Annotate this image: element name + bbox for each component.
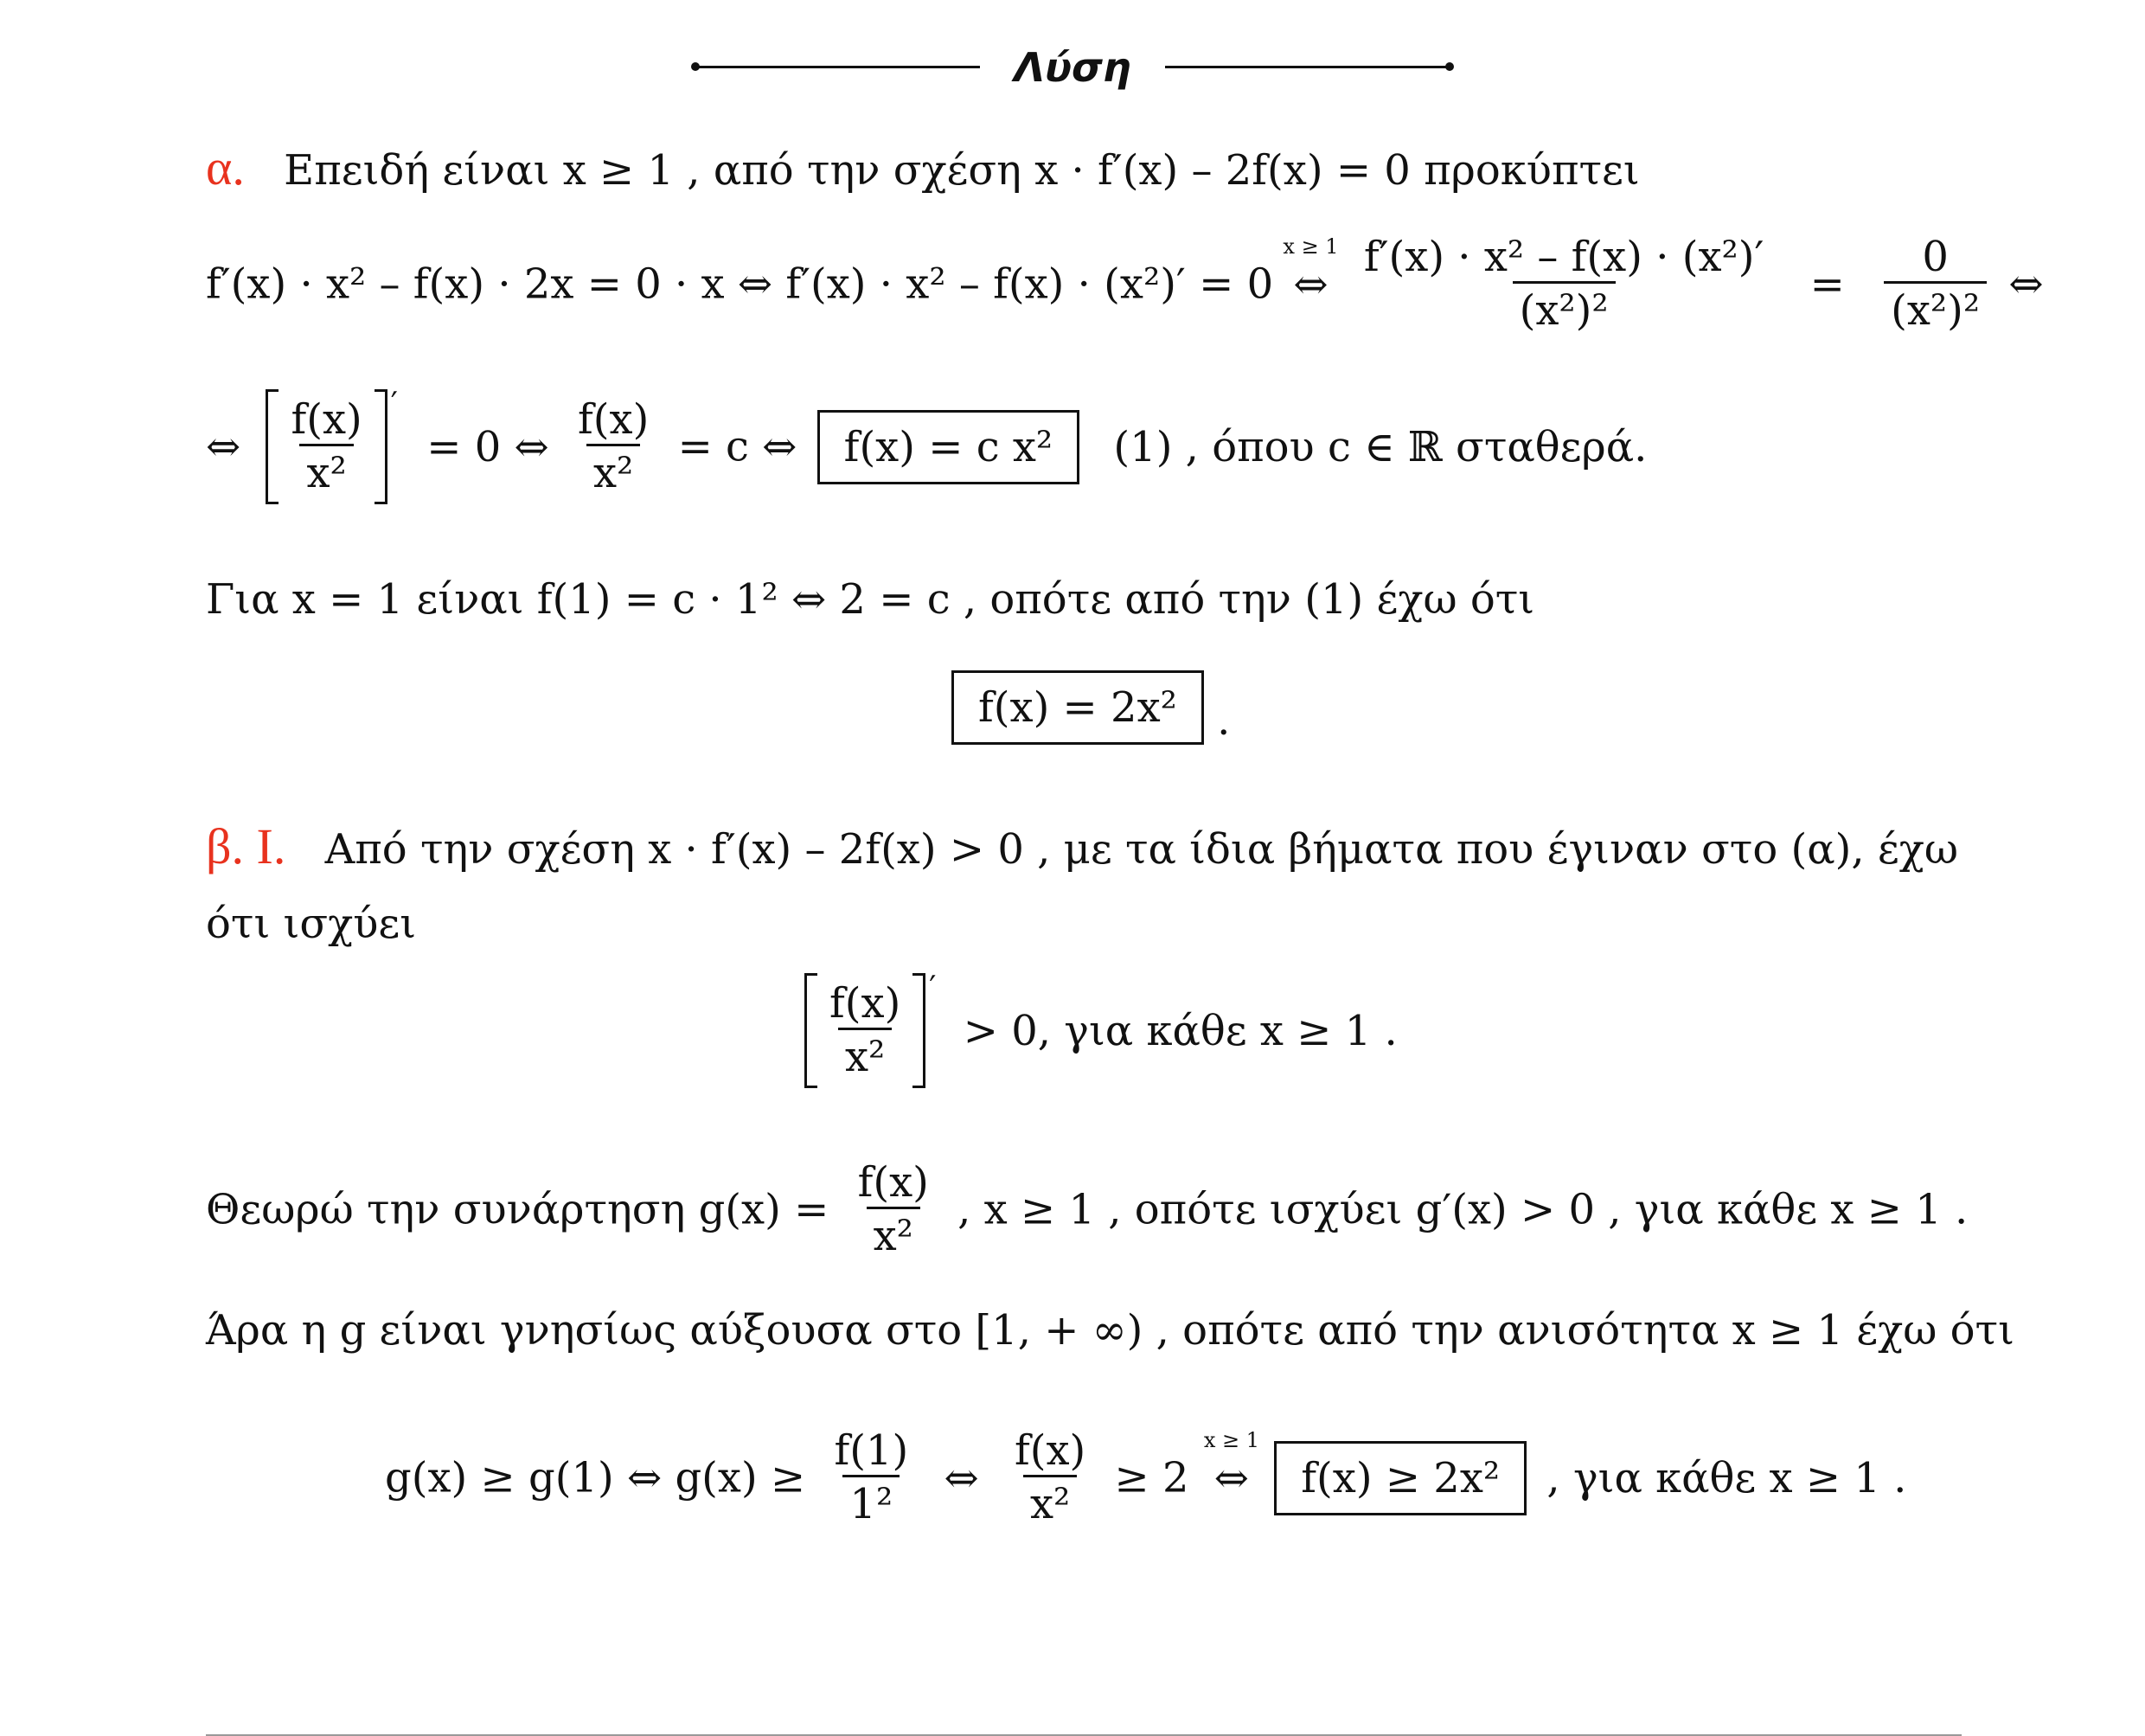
eq2-start: ⇔ [206,422,241,471]
part-a-equation-1 [206,234,2044,335]
part-a-line-3: Για x = 1 είναι f(1) = c · 1² ⇔ 2 = c , οπότε από την (1) έχω ότι [206,575,1535,624]
eq1-condition: x ≥ 1 [1283,234,1339,259]
result-box: f(x) = 2x² [951,670,1204,745]
part-a-intro-line [206,138,1640,196]
part-b-label: β. Ι. [206,818,286,874]
part-b-prime: ′ [929,970,937,1007]
part-a-intro: Επειδή είναι x ≥ 1 , από την σχέση x · f′(x) – 2f(x) = 0 προκύπτει [284,146,1640,195]
part-a-label: α. [206,139,245,195]
solution-heading [0,40,2145,91]
eq1-denominator: (x²)² [1513,281,1616,335]
part-b-bracket-fraction [823,980,907,1081]
result-dot: . [1217,696,1231,745]
heading-rule-left [695,66,980,68]
part-a-result [951,670,1230,745]
part-b-intro: Από την σχέση x · f′(x) – 2f(x) > 0 , με τα ίδια βήματα που έγιναν στο (α), έχω [324,825,1958,874]
part-b-numerator: f(x) [829,979,901,1028]
final-conditional-arrow [1203,1427,1259,1502]
eq1-fraction [1357,234,1771,335]
g-line-tail: , x ≥ 1 , οπότε ισχύει g′(x) > 0 , για κάθε x ≥ 1 . [957,1185,1969,1234]
part-b-bracket [804,973,925,1088]
part-b-eq1-tail: > 0, για κάθε x ≥ 1 . [963,1006,1398,1055]
final-arrow-2: ⇔ [1213,1453,1250,1502]
eq1-numerator: f′(x) · x² – f(x) · (x²)′ [1363,233,1764,281]
final-fraction-2 [1008,1427,1092,1528]
g-fraction [851,1159,936,1260]
g-numerator: f(x) [857,1158,929,1207]
final-numerator: f(1) [834,1426,909,1475]
eq2-denominator-2: x² [586,444,640,497]
eq1-end-arrow: ⇔ [2008,259,2044,309]
g-line-start: Θεωρώ την συνάρτηση g(x) = [206,1185,829,1234]
part-b-intro-line [206,817,1958,875]
final-denominator: 1² [842,1475,900,1528]
part-b-equation-1 [804,970,1398,1088]
eq2-numerator-2: f(x) [578,395,650,444]
final-tail: , για κάθε x ≥ 1 . [1546,1453,1907,1502]
eq1-equals: = [1809,259,1845,309]
eq2-boxed-result: f(x) = c x² [817,410,1079,484]
eq2-mid: = 0 ⇔ [426,422,549,471]
part-b-g-line [206,1159,1968,1260]
final-fraction [827,1427,915,1528]
eq2-numerator: f(x) [291,395,362,444]
part-b-denominator: x² [838,1028,892,1081]
eq1-numerator-2: 0 [1922,233,1949,281]
eq2-tail: (1) , όπου c ∈ ℝ σταθερά. [1113,422,1648,471]
eq1-denominator-2: (x²)² [1884,281,1987,335]
eq2-prime: ′ [390,387,398,423]
eq2-bracket-fraction [284,396,368,497]
part-a-equation-2 [206,389,1647,504]
eq1-fraction-2 [1884,234,1987,335]
final-numerator-2: f(x) [1014,1426,1086,1475]
g-denominator: x² [867,1207,920,1260]
heading-rule-right [1165,66,1450,68]
eq2-fraction-2 [571,396,656,497]
part-b-intro-2: ότι ισχύει [206,900,417,948]
part-b-monotonic-line: Άρα η g είναι γνησίως αύξουσα στο [1, + ∞) , οπότε από την ανισότητα x ≥ 1 έχω ότι [206,1306,2014,1355]
eq1-conditional-arrow [1283,234,1339,309]
eq2-mid-2: = c ⇔ [677,422,797,471]
final-start: g(x) ≥ g(1) ⇔ g(x) ≥ [385,1453,806,1502]
eq1-left: f′(x) · x² – f(x) · 2x = 0 · x ⇔ f′(x) · x² – f(x) · (x²)′ = 0 [206,259,1274,309]
eq2-denominator: x² [299,444,353,497]
heading-title: Λύση [1014,43,1131,91]
final-ge: ≥ 2 [1114,1453,1189,1502]
eq2-bracket [266,389,387,504]
eq1-arrow: ⇔ [1293,259,1329,309]
part-b-final-equation [385,1427,1906,1528]
final-condition: x ≥ 1 [1203,1427,1259,1452]
final-denominator-2: x² [1023,1475,1077,1528]
final-boxed-result: f(x) ≥ 2x² [1274,1441,1527,1515]
final-arrow: ⇔ [944,1453,979,1502]
